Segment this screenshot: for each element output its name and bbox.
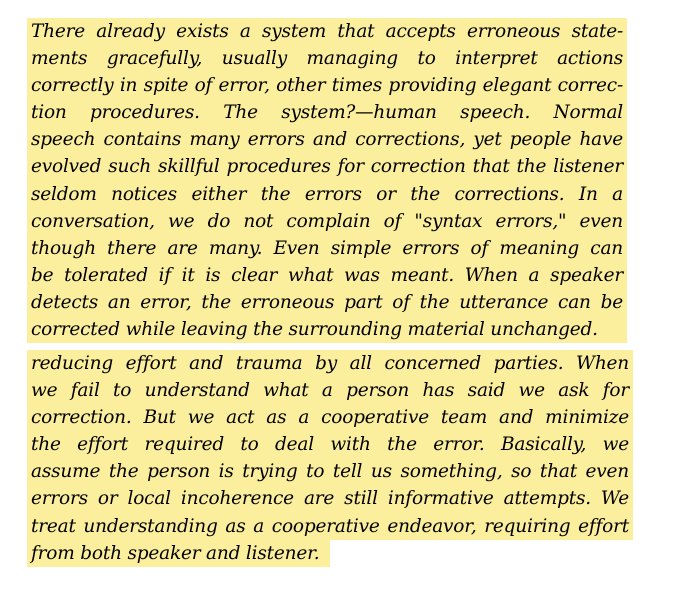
text-line: the effort required to deal with the error. Basically, we (27, 431, 633, 458)
paragraph-1 (27, 18, 627, 343)
text-line: we fail to understand what a person has said we ask for (27, 377, 633, 404)
text-line: evolved such skillful procedures for correction that the listener (27, 153, 627, 180)
paragraph-2 (27, 350, 627, 567)
text-line: treat understanding as a cooperative endeavor, requiring effort (27, 513, 633, 540)
text-line: ments gracefully, usually managing to interpret actions (27, 45, 627, 72)
text-line: There already exists a system that accepts erroneous state- (27, 18, 627, 45)
text-line: though there are many. Even simple errors of meaning can (27, 235, 627, 262)
text-line: detects an error, the erroneous part of the utterance can be (27, 289, 627, 316)
text-line: errors or local incoherence are still informative attempts. We (27, 485, 633, 512)
text-line: correctly in spite of error, other times providing elegant correc- (27, 72, 627, 99)
text-line: speech contains many errors and corrections, yet people have (27, 126, 627, 153)
text-line: from both speaker and listener. (27, 540, 330, 567)
text-line: reducing effort and trauma by all concerned parties. When (27, 350, 633, 377)
text-line: tion procedures. The system?—human speech. Normal (27, 99, 627, 126)
text-line: seldom notices either the errors or the corrections. In a (27, 181, 627, 208)
text-line: conversation, we do not complain of "syntax errors," even (27, 208, 627, 235)
text-line: corrected while leaving the surrounding material unchanged. (27, 316, 627, 343)
text-line: be tolerated if it is clear what was meant. When a speaker (27, 262, 627, 289)
text-line: correction. But we act as a cooperative team and minimize (27, 404, 633, 431)
text-line: assume the person is trying to tell us something, so that even (27, 458, 633, 485)
